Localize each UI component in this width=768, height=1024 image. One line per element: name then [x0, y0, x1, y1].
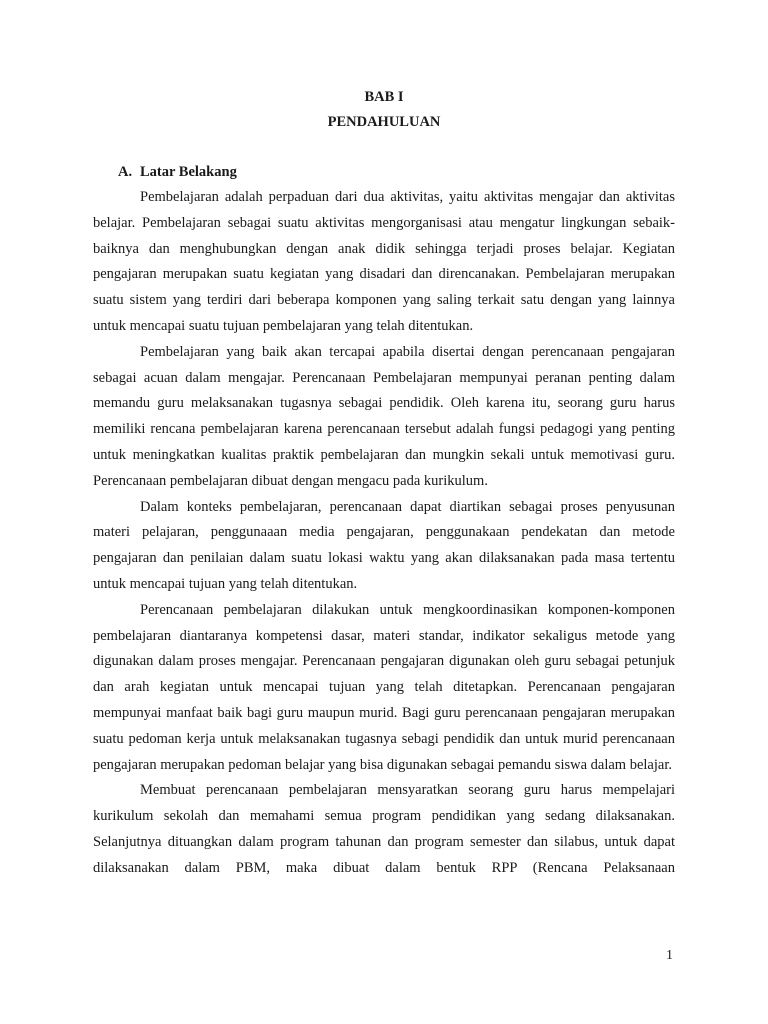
paragraph-5: Membuat perencanaan pembelajaran mensyaratkan seorang guru harus mempelajari kurikulum sekolah dan memahami semua program pendidikan yang sedang dilaksanakan. Selanjutnya dituangkan dalam program tahunan dan program semester dan silabus, untuk dapat dilaksanakan dalam PBM, maka dibuat dalam bentuk RPP (Rencana Pelaksanaan [93, 782, 675, 876]
paragraph-3: Dalam konteks pembelajaran, perencanaan dapat diartikan sebagai proses penyusunan materi pelajaran, penggunaaan media pengajaran, penggunakaan pendekatan dan metode pengajaran dan penilaian dalam suatu lokasi waktu yang akan dilaksanakan pada masa tertentu untuk mencapai tujuan yang telah ditentukan. [93, 498, 675, 592]
body-text [93, 185, 675, 882]
paragraph-2: Pembelajaran yang baik akan tercapai apabila disertai dengan perencanaan pengajaran sebagai acuan dalam mengajar. Perencanaan Pembelajaran mempunyai peranan penting dalam memandu guru melaksanakan tugasnya sebagai pendidik. Oleh karena itu, seorang guru harus memiliki rencana pembelajaran karena perencanaan tersebut adalah fungsi pedagogi yang penting untuk meningkatkan kualitas praktik pembelajaran dan mungkin sekali untuk memotivasi guru. Perencanaan pembelajaran dibuat dengan mengacu pada kurikulum. [93, 343, 675, 489]
section-number: A. [118, 164, 133, 180]
chapter-label: BAB I [364, 89, 404, 105]
section-heading [118, 163, 237, 181]
paragraph-1: Pembelajaran adalah perpaduan dari dua aktivitas, yaitu aktivitas mengajar dan aktivitas belajar. Pembelajaran sebagai suatu aktivitas mengorganisasi atau mengatur lingkungan sebaik-baiknya dan menghubungkan dengan anak didik sehingga terjadi proses belajar. Kegiatan pengajaran merupakan suatu kegiatan yang disadari dan direncanakan. Pembelajaran merupakan suatu sistem yang terdiri dari beberapa komponen yang saling terkait satu dengan yang lainnya untuk mencapai suatu tujuan pembelajaran yang telah ditentukan. [93, 189, 675, 334]
paragraph-4: Perencanaan pembelajaran dilakukan untuk mengkoordinasikan komponen-komponen pembelajaran diantaranya kompetensi dasar, materi standar, indikator sekaligus metode yang digunakan dalam proses mengajar. Perencanaan pengajaran digunakan oleh guru sebagai petunjuk dan arah kegiatan untuk mencapai tujuan yang telah ditetapkan. Perencanaan pengajaran mempunyai manfaat baik bagi guru maupun murid. Bagi guru perencanaan pengajaran merupakan suatu pedoman kerja untuk melaksanakan tugasnya sebagi pendidik dan untuk murid perencanaan pengajaran merupakan pedoman belajar yang bisa digunakan sebagai pemandu siswa dalam belajar. [93, 601, 675, 773]
page-number: 1 [666, 948, 673, 963]
chapter-title: PENDAHULUAN [327, 114, 441, 130]
section-title: Latar Belakang [140, 164, 237, 180]
